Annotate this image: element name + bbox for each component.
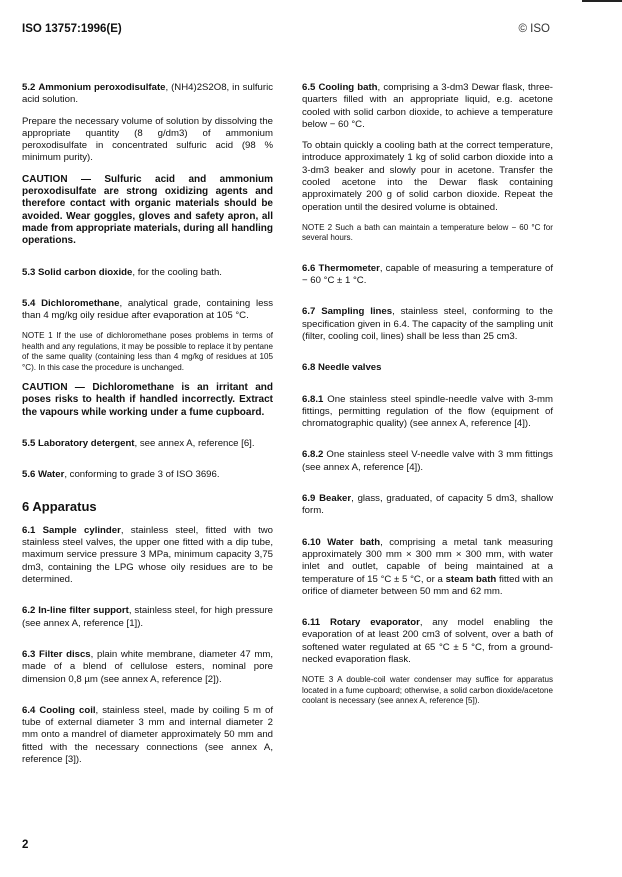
right-column	[302, 82, 553, 716]
clause-5-5: 5.5 Laboratory detergent, see annex A, reference [6].	[22, 437, 255, 449]
clause-6-5-procedure: To obtain quickly a cooling bath at the correct temperature, introduce approximately 1 kg of solid carbon dioxide into a 3-dm3 beaker and slowly pour in acetone. Transfer the cooled acetone into the Dewar flask containing approximately 200 g of solid carbon dioxide. Repeat the operation until the desired volume is obtained.	[302, 140, 553, 213]
note-2: NOTE 2 Such a bath can maintain a temperature below − 60 °C for several hours.	[302, 222, 553, 243]
page-number: 2	[22, 839, 29, 851]
clause-6-1: 6.1 Sample cylinder, stainless steel, fitted with two stainless steel valves, the upper one fitted with a dip tube, maximum service pressure 3 MPa, minimum capacity 3,75 dm3, containing the LPG whose oily residues are to be determined.	[22, 524, 273, 586]
clause-6-2: 6.2 In-line filter support, stainless steel, for high pressure (see annex A, reference [1]).	[22, 605, 273, 629]
clause-5-2: 5.2 Ammonium peroxodisulfate, (NH4)2S2O8, in sulfuric acid solution.	[22, 82, 273, 106]
clause-6-11: 6.11 Rotary evaporator, any model enabling the evaporation of at least 200 cm3 of solvent, over a bath of softened water regulated at 65 °C ± 5 °C, from a ground-necked evaporation flask.	[302, 617, 554, 666]
clause-5-4: 5.4 Dichloromethane, analytical grade, containing less than 4 mg/kg oily residue after evaporation at 105 °C.	[22, 297, 274, 322]
clause-6-8-1: 6.8.1 One stainless steel spindle-needle valve with 3-mm fittings, permitting regulation of the flow (equipment of chromatographic quality) (see annex A, reference [4]).	[302, 393, 553, 430]
top-rule	[582, 0, 622, 2]
clause-5-3: 5.3 Solid carbon dioxide, for the cooling bath.	[22, 266, 222, 278]
iso-mark: © ISO	[518, 23, 550, 35]
section-6-heading: 6 Apparatus	[22, 498, 97, 514]
clause-6-8-heading: 6.8 Needle valves	[302, 362, 382, 374]
clause-5-6: 5.6 Water, conforming to grade 3 of ISO 3696.	[22, 469, 220, 481]
clause-6-9: 6.9 Beaker, glass, graduated, of capacity 5 dm3, shallow form.	[302, 493, 553, 517]
caution-oxidizing: CAUTION — Sulfuric acid and ammonium peroxodisulfate are strong oxidizing agents and therefore contact with organic materials should be avoided. Wear goggles, gloves and safety apron, all made from appropriate materials, during all handling operations.	[22, 173, 273, 247]
note-3: NOTE 3 A double-coil water condenser may suffice for apparatus located in a fume cupboard; otherwise, a solid carbon dioxide/acetone coolant is necessary (see annex A, reference [5]).	[302, 675, 553, 706]
left-column	[22, 82, 273, 775]
caution-dichloromethane: CAUTION — Dichloromethane is an irritant and poses risks to health if handled incorrectly. Extract the vapours while working under a fume cupboard.	[22, 382, 273, 418]
clause-6-4: 6.4 Cooling coil, stainless steel, made by coiling 5 m of tube of external diameter 3 mm and internal diameter 2 mm onto a mandrel of diameter approximately 50 mm and fitted with the necessary connections (see annex A, reference [3]).	[22, 704, 273, 766]
clause-6-3: 6.3 Filter discs, plain white membrane, diameter 47 mm, made of a blend of cellulose esters, nominal pore dimension 0,8 µm (see annex A, reference [2]).	[22, 648, 274, 685]
clause-5-2-prep: Prepare the necessary volume of solution by dissolving the appropriate quantity (8 g/dm3) of ammonium peroxodisulfate in concentrated sulfuric acid (98 % minimum purity).	[22, 115, 273, 164]
standard-number: ISO 13757:1996(E)	[22, 23, 122, 35]
clause-6-8-2: 6.8.2 One stainless steel V-needle valve with 3 mm fittings (see annex A, reference [4]).	[302, 449, 553, 473]
clause-6-7: 6.7 Sampling lines, stainless steel, conforming to the specification given in 6.4. The capacity of the sampling unit (filter, cooling coil, lines) shall be less than 25 cm3.	[302, 306, 553, 342]
note-1: NOTE 1 If the use of dichloromethane poses problems in terms of health and any regulations, it may be possible to replace it by pentane of the same quality (containing less than 4 mg/kg of residues at 105 °C). In this case the procedure is unchanged.	[22, 331, 273, 372]
clause-6-6: 6.6 Thermometer, capable of measuring a temperature of − 60 °C ± 1 °C.	[302, 262, 554, 287]
clause-6-5: 6.5 Cooling bath, comprising a 3-dm3 Dewar flask, three-quarters filled with an appropriate liquid, e.g. acetone cooled with solid carbon dioxide, to achieve a temperature below − 60 °C.	[302, 82, 554, 130]
clause-6-10: 6.10 Water bath, comprising a metal tank measuring approximately 300 mm × 300 mm × 300 mm, with water inlet and outlet, capable of being maintained at a temperature of 15 °C ± 5 °C, or a steam bath fitted with an orifice of diameter between 50 mm and 62 mm.	[302, 536, 554, 597]
